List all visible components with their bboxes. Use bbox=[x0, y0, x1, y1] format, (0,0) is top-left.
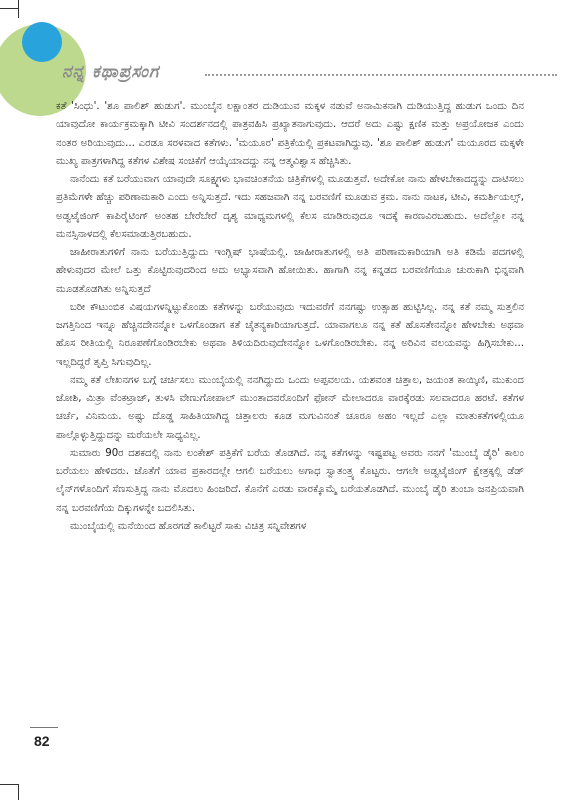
article-body bbox=[56, 98, 524, 536]
paragraph: ನಮ್ಮ ಕತೆ ಲೇಖನಗಳ ಬಗ್ಗೆ ಚರ್ಚಿಸಲು ಮುಂಬೈಯಲ್ಲಿ ನನಗಿದ್ದುದು ಒಂದು ಅಪ್ಪವಲಯ. ಯಶವಂತ ಚಿತ್ತಾಲ, ಜಯಂತ ಕಾಯ್ಕಿಣಿ, ಮುಕುಂದ ಜೋಶಿ, ಮಿತ್ರಾ ವೆಂಕಟ್ರಾಜ್, ತುಳಸಿ ವೇಣುಗೋಪಾಲ್ ಮುಂತಾದವರೊಂದಿಗೆ ಫೋನ್ ಮೇಲಾದರೂ ವಾರಕ್ಕೆರಡು ಸಲವಾದರೂ ಹರಟೆ. ಕತೆಗಳ ಚರ್ಚೆ, ವಿನಿಮಯ. ಅಷ್ಟು ದೊಡ್ಡ ಸಾಹಿತಿಯಾಗಿದ್ದ ಚಿತ್ತಾಲರು ಕೂಡ ಮಗುವಿನಂತೆ ಚೂರೂ ಅಹಂ ಇಲ್ಲದೆ ಎಲ್ಲಾ ಮಾತುಕತೆಗಳಲ್ಲಿಯೂ ಪಾಲ್ಗೊಳ್ಳುತ್ತಿದ್ದುದನ್ನು ಮರೆಯಲೇ ಸಾಧ್ಯವಿಲ್ಲ. bbox=[56, 374, 524, 441]
crop-mark-bottom-left-h bbox=[0, 784, 18, 785]
header-dotted-rule bbox=[205, 74, 557, 76]
crop-mark-top-left-h bbox=[0, 8, 18, 9]
paragraph: ಮುಂಬೈಯಲ್ಲಿ ಮನೆಯಿಂದ ಹೊರಗಡೆ ಕಾಲಿಟ್ಟರೆ ಸಾಕು ವಿಚಿತ್ರ ಸನ್ನಿವೇಶಗಳ bbox=[70, 520, 307, 532]
paragraph: ಕತೆ 'ಸಿಂಧು'. 'ಶೂ ಪಾಲಿಶ್ ಹುಡುಗ'. ಮುಂಬೈನ ಲಕ್ಷಾಂತರ ದುಡಿಯುವ ಮಕ್ಕಳ ನಡುವೆ ಅನಾಮಿಕನಾಗಿ ದುಡಿಯುತ್ತಿದ್ದ ಹುಡುಗ ಒಂದು ದಿನ ಯಾವುದೋ ಕಾರ್ಯಕ್ರಮಕ್ಕಾಗಿ ಟೀವಿ ಸಂದರ್ಶನದಲ್ಲಿ ಪಾತ್ರವಹಿಸಿ ಪ್ರಖ್ಯಾತನಾಗುವುದು. ಆದರೆ ಅದು ಎಷ್ಟು ಕ್ಷಣಿಕ ಮತ್ತು ಅಪ್ರಯೋಜಕ ಎಂದು ನಂತರ ಅರಿಯುವುದು... ಎರಡೂ ಸರಳವಾದ ಕತೆಗಳು. 'ಮಯೂರ' ಪತ್ರಿಕೆಯಲ್ಲಿ ಪ್ರಕಟವಾಗಿದ್ದುವು. 'ಶೂ ಪಾಲಿಶ್ ಹುಡುಗ' ಮಯೂರದ ಮಕ್ಕಳೇ ಮುಖ್ಯ ಪಾತ್ರಗಳಾಗಿದ್ದ ಕತೆಗಳ ವಿಶೇಷ ಸಂಚಿಕೆಗೆ ಆಯ್ಕೆಯಾದದ್ದು ನನ್ನ ಆತ್ಮವಿಶ್ವಾಸ ಹೆಚ್ಚಿಸಿತು. bbox=[56, 101, 524, 167]
paragraph: ನಾನೆಂದು ಕತೆ ಬರೆಯುವಾಗ ಯಾವುದೇ ಸೂಕ್ಷ್ಮಗಳು ಭಾವಚಿಂತನೆಯ ಚಿತ್ರಿಕೆಗಳಲ್ಲಿ ಮೂಡುತ್ತವೆ. ಅದೇಕೋ ನಾನು ಹೇಳಬೇಕಾದದ್ದನ್ನು ದಾಟಿಸಲು ಪ್ರತಿಮೆಗಳೇ ಹೆಚ್ಚು ಪರಿಣಾಮಕಾರಿ ಎಂದು ಅನ್ನಿಸುತ್ತದೆ. ಇದು ಸಹಜವಾಗಿ ನನ್ನ ಬರವಣಿಗೆ ಮೂಡುವ ಕ್ರಮ. ನಾನು ನಾಟಕ, ಟೀವಿ, ಕಮರ್ಶಿಯಲ್ಸ್, ಅಡ್ವಟೈಜಿಂಗ್ ಕಾಪಿರೈಟಿಂಗ್ ಅಂತಹ ಬೇರೆಬೇರೆ ದೃಶ್ಯ ಮಾಧ್ಯಮಗಳಲ್ಲಿ ಕೆಲಸ ಮಾಡಿರುವುದೂ ಇದಕ್ಕೆ ಕಾರಣವಿರಬಹುದು. ಅದೆಲ್ಲೋ ನನ್ನ ಮನಸ್ಸಿನಾಳದಲ್ಲಿ ಕೆಲಸಮಾಡುತ್ತಿರಬಹುದು. bbox=[56, 174, 524, 240]
crop-mark-top-left-v bbox=[18, 0, 19, 18]
page-number: 82 bbox=[34, 733, 50, 749]
paragraph: ಸುಮಾರು 90ರ ದಶಕದಲ್ಲಿ ನಾನು ಲಂಕೇಶ್ ಪತ್ರಿಕೆಗೆ ಬರೆಯ ತೊಡಗಿದೆ. ನನ್ನ ಕತೆಗಳನ್ನು ಇಷ್ಟಪಟ್ಟ ಅವರು ನನಗೆ 'ಮುಂಬೈ ಡೈರಿ' ಕಾಲಂ ಬರೆಯಲು ಹೇಳಿದರು. ಜೊತೆಗೆ ಯಾವ ಪ್ರಕಾರದಲ್ಲೇ ಆಗಲಿ ಬರೆಯಲು ಅಗಾಧ ಸ್ವಾತಂತ್ರ್ಯ ಕೊಟ್ಟರು. ಆಗಲೇ ಅಡ್ವಟೈಜಿಂಗ್ ಕ್ಷೇತ್ರಕ್ಕಲ್ಲಿ ಡೆಡ್ ಲೈನ್‌ಗಳೊಂದಿಗೆ ಸೆಣಸುತ್ತಿದ್ದ ನಾನು ಮೊದಲು ಹಿಂಜರಿದೆ. ಕೊನೆಗೆ ಎರಡು ವಾರಕ್ಕೊಮ್ಮೆ ಬರೆಯತೊಡಗಿದೆ. ಮುಂಬೈ ಡೈರಿ ತುಂಬಾ ಜನಪ್ರಿಯವಾಗಿ ನನ್ನ ಬರವಣಿಗೆಯ ದಿಕ್ಕುಗಳನ್ನೇ ಬದಲಿಸಿತು. bbox=[56, 447, 524, 514]
paragraph: ಜಾಹೀರಾತುಗಳಿಗೆ ನಾನು ಬರೆಯುತ್ತಿದ್ದುದು ಇಂಗ್ಲಿಷ್ ಭಾಷೆಯಲ್ಲಿ. ಜಾಹೀರಾತುಗಳಲ್ಲಿ ಅತಿ ಪರಿಣಾಮಕಾರಿಯಾಗಿ ಅತಿ ಕಡಿಮೆ ಪದಗಳಲ್ಲಿ ಹೇಳುವುದರ ಮೇಲೆ ಒತ್ತು ಕೊಟ್ಟಿರುವುದರಿಂದ ಅದು ಅಭ್ಯಾಸವಾಗಿ ಹೋಯಿತು. ಹಾಗಾಗಿ ನನ್ನ ಕನ್ನಡದ ಬರವಣಿಗೆಯೂ ಚುರುಕಾಗಿ ಭಿನ್ನವಾಗಿ ಮೂಡತೊಡಗಿತು ಅನ್ನಿಸುತ್ತದೆ bbox=[56, 247, 524, 295]
chapter-title: ನನ್ನ ಕಥಾಪ್ರಸಂಗ bbox=[62, 62, 160, 82]
crop-mark-bottom-left-v bbox=[18, 784, 19, 800]
footer-rule bbox=[30, 727, 58, 728]
decorative-blue-circle bbox=[22, 22, 62, 62]
paragraph: ಬರೀ ಕೌಟುಂಬಿಕ ವಿಷಯಗಳನ್ನಿಟ್ಟುಕೊಂಡು ಕತೆಗಳನ್ನು ಬರೆಯುವುದು ಇದುವರೆಗೆ ನನಗಷ್ಟು ಉತ್ಸಾಹ ಹುಟ್ಟಿಸಿಲ್ಲ. ನನ್ನ ಕತೆ ನಮ್ಮ ಸುತ್ತಲಿನ ಜಗತ್ತಿನಿಂದ ಇನ್ನೂ ಹೆಚ್ಚಿನದೇನನ್ನೋ ಒಳಗೊಂಡಾಗ ಕತೆ ಚೈತನ್ಯಕಾರಿಯಾಗುತ್ತದೆ. ಯಾವಾಗಲೂ ನನ್ನ ಕತೆ ಹೊಸತೇನನ್ನೋ ಹೇಳಬೇಕು ಅಥವಾ ಹೊಸ ರೀತಿಯಲ್ಲಿ ನಿರೂಪಣೆಗೊಂಡಿರಬೇಕು ಅಥವಾ ತಿಳಿಯದಿರುವುದೇನನ್ನೋ ಒಳಗೊಂಡಿರಬೇಕು. ನನ್ನ ಅರಿವಿನ ವಲಯವನ್ನು ಹಿಗ್ಗಿಸಬೇಕು... ಇಲ್ಲದಿದ್ದರೆ ತೃಪ್ತಿ ಸಿಗುವುದಿಲ್ಲ. bbox=[56, 301, 524, 368]
